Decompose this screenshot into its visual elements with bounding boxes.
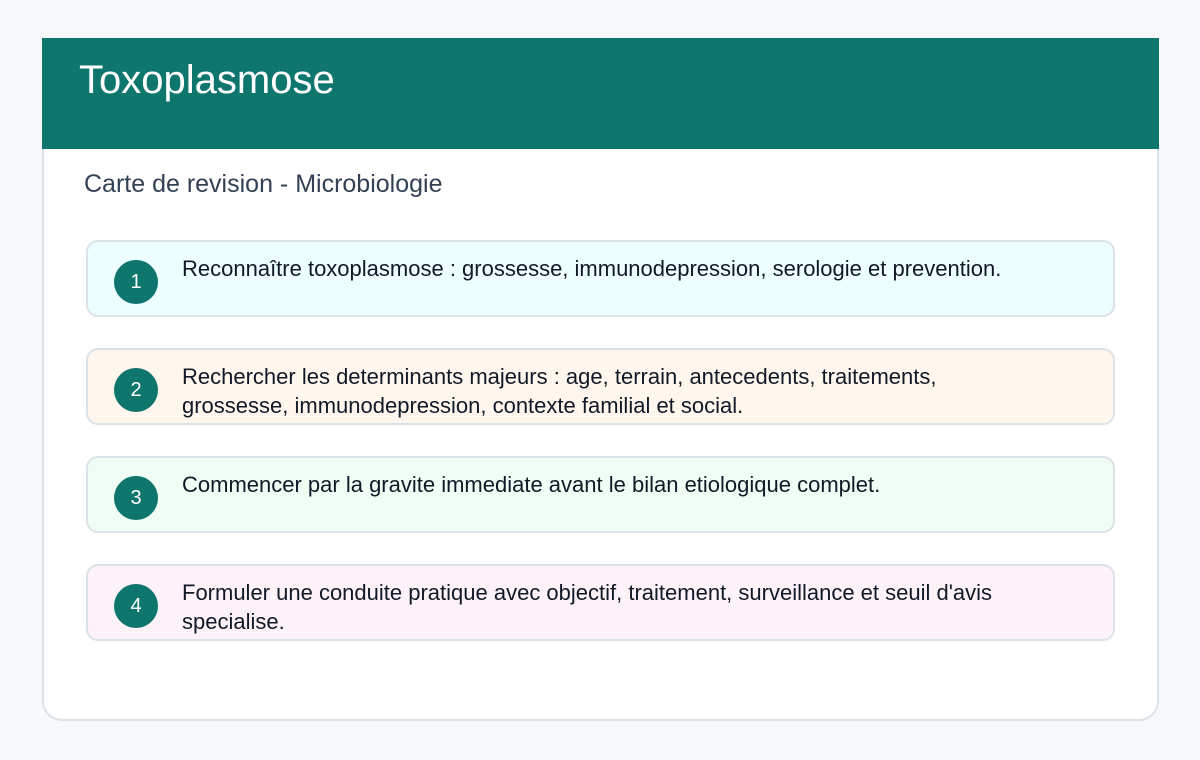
step-text: Formuler une conduite pratique avec objectif, traitement, surveillance et seuil d'avis specialise. xyxy=(182,580,993,634)
step-text: Reconnaître toxoplasmose : grossesse, immunodepression, serologie et prevention. xyxy=(182,256,1002,281)
step-item xyxy=(86,456,1115,533)
step-number-badge: 4 xyxy=(114,584,158,628)
card-header xyxy=(42,38,1159,149)
card-title: Toxoplasmose xyxy=(79,58,335,102)
step-item xyxy=(86,240,1115,317)
step-text: Commencer par la gravite immediate avant le bilan etiologique complet. xyxy=(182,472,881,497)
step-item xyxy=(86,564,1115,641)
revision-card xyxy=(42,38,1159,721)
step-number-badge: 2 xyxy=(114,368,158,412)
step-number-badge: 1 xyxy=(114,260,158,304)
step-number-badge: 3 xyxy=(114,476,158,520)
step-item xyxy=(86,348,1115,425)
card-subtitle: Carte de revision - Microbiologie xyxy=(84,170,443,198)
step-text: Rechercher les determinants majeurs : age, terrain, antecedents, traitements, grossesse, immunodepression, contexte familial et social. xyxy=(182,364,937,418)
